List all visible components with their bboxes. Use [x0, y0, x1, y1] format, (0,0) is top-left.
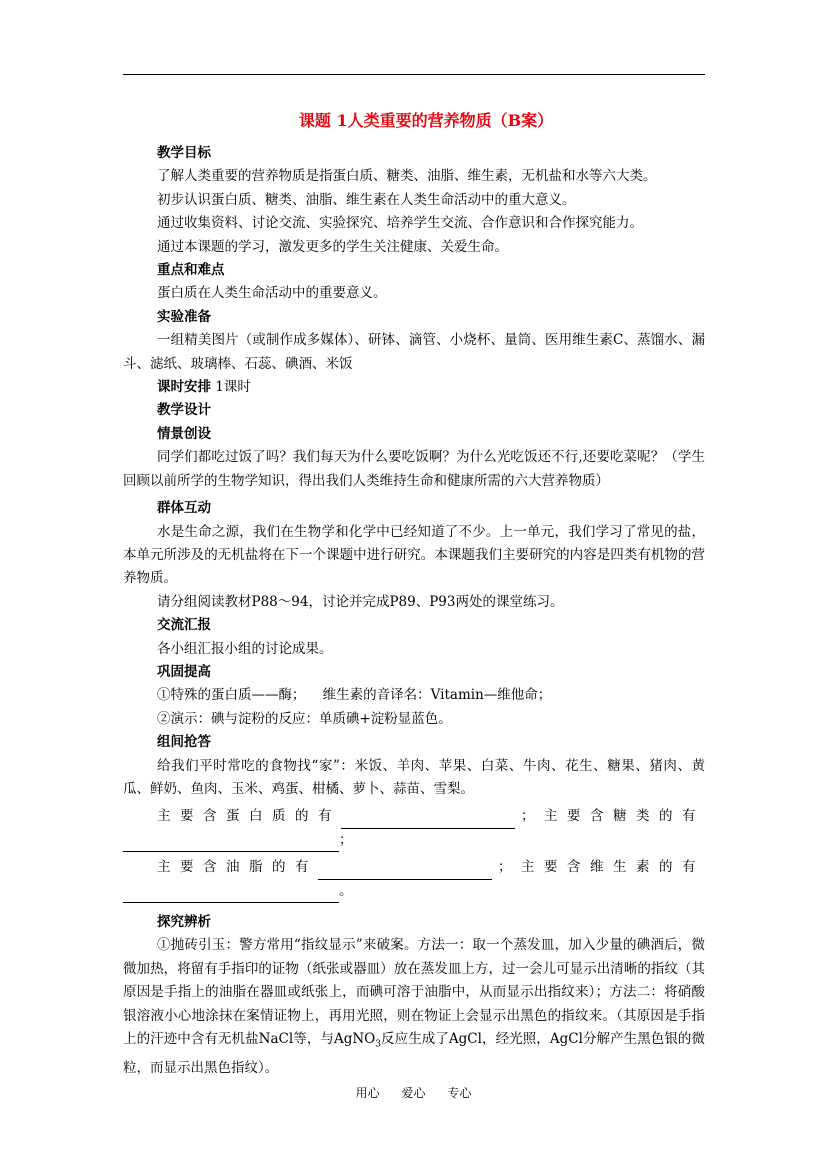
design-heading: 教学设计	[157, 402, 211, 419]
goal-item: 通过收集资料、讨论交流、实验探究、培养学生交流、合作意识和合作探究能力。	[157, 215, 643, 232]
enzyme-text: ①特殊的蛋白质——酶；	[157, 687, 306, 704]
fill-vitamin-label: ；主要含维生素的有	[498, 859, 705, 876]
explore-text	[123, 934, 705, 1080]
explore-heading: 探究辨析	[157, 914, 211, 930]
goal-item: 了解人类重要的营养物质是指蛋白质、糖类、油脂、维生素，无机盐和水等六大类。	[157, 168, 657, 185]
key-text: 蛋白质在人类生命活动中的重要意义。	[157, 285, 387, 302]
time-row	[123, 376, 705, 399]
explore-text-b: 反应生成了AgCl，经光照，AgCl分解产生黑色银的微粒，而显示出黑色指纹）。	[123, 1031, 706, 1077]
prep-text: 一组精美图片（或制作成多媒体）、研钵、滴管、小烧杯、量筒、医用维生素C、蒸馏水、漏斗、滤纸、玻璃棒、石蕊、碘酒、米饭	[123, 332, 705, 372]
quiz-heading: 组间抢答	[157, 734, 211, 751]
scene-heading: 情景创设	[157, 425, 211, 442]
vitamin-text: 维生素的音译名：Vitamin—维他命；	[322, 687, 552, 704]
report-heading: 交流汇报	[157, 617, 211, 634]
fill-row-3	[123, 856, 705, 879]
explore-text-a: ①抛砖引玉：警方常用“指纹显示”来破案。方法一：取一个蒸发皿，加入少量的碘酒后，微微加热，将留有手指印的证物（纸张或器皿）放在蒸发皿上方，过一会儿可显示出清晰的指纹（其原因是手指上的油脂在器皿或纸张上，而碘可溶于油脂中，从而显示出指纹来）；方法二：将硝酸银溶液小心地涂抹在案情证物上，再用光照，则在物证上会显示出黑色的指纹来。（其原因是手指上的汗迹中含有无机盐NaCl等，与AgNO	[123, 937, 705, 1048]
scene-text: 同学们都吃过饭了吗？我们每天为什么要吃饭啊？为什么光吃饭还不行,还要吃菜呢？（学生回顾以前所学的生物学知识，得出我们人类维持生命和健康所需的六大营养物质）	[123, 449, 705, 489]
goal-item: 初步认识蛋白质、糖类、油脂、维生素在人类生命活动中的重大意义。	[157, 191, 576, 208]
document-body	[123, 108, 705, 1081]
fill-end-2: 。	[339, 882, 353, 899]
footer-word: 专心	[447, 1086, 472, 1100]
report-text: 各小组汇报小组的讨论成果。	[157, 640, 333, 657]
time-text: 1课时	[215, 379, 251, 396]
fat-answer-blank[interactable]	[318, 865, 492, 880]
consolidate-item-2: ②演示：碘与淀粉的反应：单质碘+淀粉显蓝色。	[157, 710, 452, 727]
nitrate-subscript: 3	[375, 1039, 381, 1050]
footer-word: 爱心	[401, 1086, 426, 1100]
fill-row-1	[123, 805, 705, 828]
vitamin-answer-blank[interactable]	[123, 888, 339, 903]
fill-protein-label: 主要含蛋白质的有	[157, 808, 341, 825]
consolidate-item-1	[123, 684, 705, 707]
key-heading: 重点和难点	[157, 262, 225, 279]
footer-word: 用心	[355, 1086, 380, 1100]
protein-answer-blank[interactable]	[341, 814, 515, 829]
page-footer	[0, 1084, 827, 1101]
group-text: 水是生命之源，我们在生物学和化学中已经知道了不少。上一单元，我们学习了常见的盐，本单元所涉及的无机盐将在下一个课题中进行研究。本课题我们主要研究的内容是四类有机物的营养物质。	[123, 523, 705, 587]
fill-sugar-label: ；主要含糖类的有	[521, 808, 705, 825]
goal-heading: 教学目标	[157, 145, 211, 161]
header-rule	[123, 74, 705, 75]
document-title: 课题 1人类重要的营养物质（B案）	[298, 111, 554, 130]
goal-item: 通过本课题的学习，激发更多的学生关注健康、关爱生命。	[157, 238, 508, 255]
fill-end-1: ；	[339, 831, 353, 848]
prep-heading: 实验准备	[157, 308, 211, 325]
fill-fat-label: 主要含油脂的有	[157, 859, 318, 876]
group-heading: 群体互动	[157, 500, 211, 517]
sugar-answer-blank[interactable]	[123, 837, 339, 852]
fill-row-4	[123, 880, 705, 903]
fill-row-2	[123, 829, 705, 852]
group-text-2: 请分组阅读教材P88～94，讨论并完成P89、P93两处的课堂练习。	[157, 593, 564, 610]
quiz-text: 给我们平时常吃的食物找“家”：米饭、羊肉、苹果、白菜、牛肉、花生、糖果、猪肉、黄瓜、鲜奶、鱼肉、玉米、鸡蛋、柑橘、萝卜、蒜苗、雪梨。	[123, 757, 705, 797]
consolidate-heading: 巩固提高	[157, 663, 211, 680]
time-heading: 课时安排	[157, 379, 211, 396]
